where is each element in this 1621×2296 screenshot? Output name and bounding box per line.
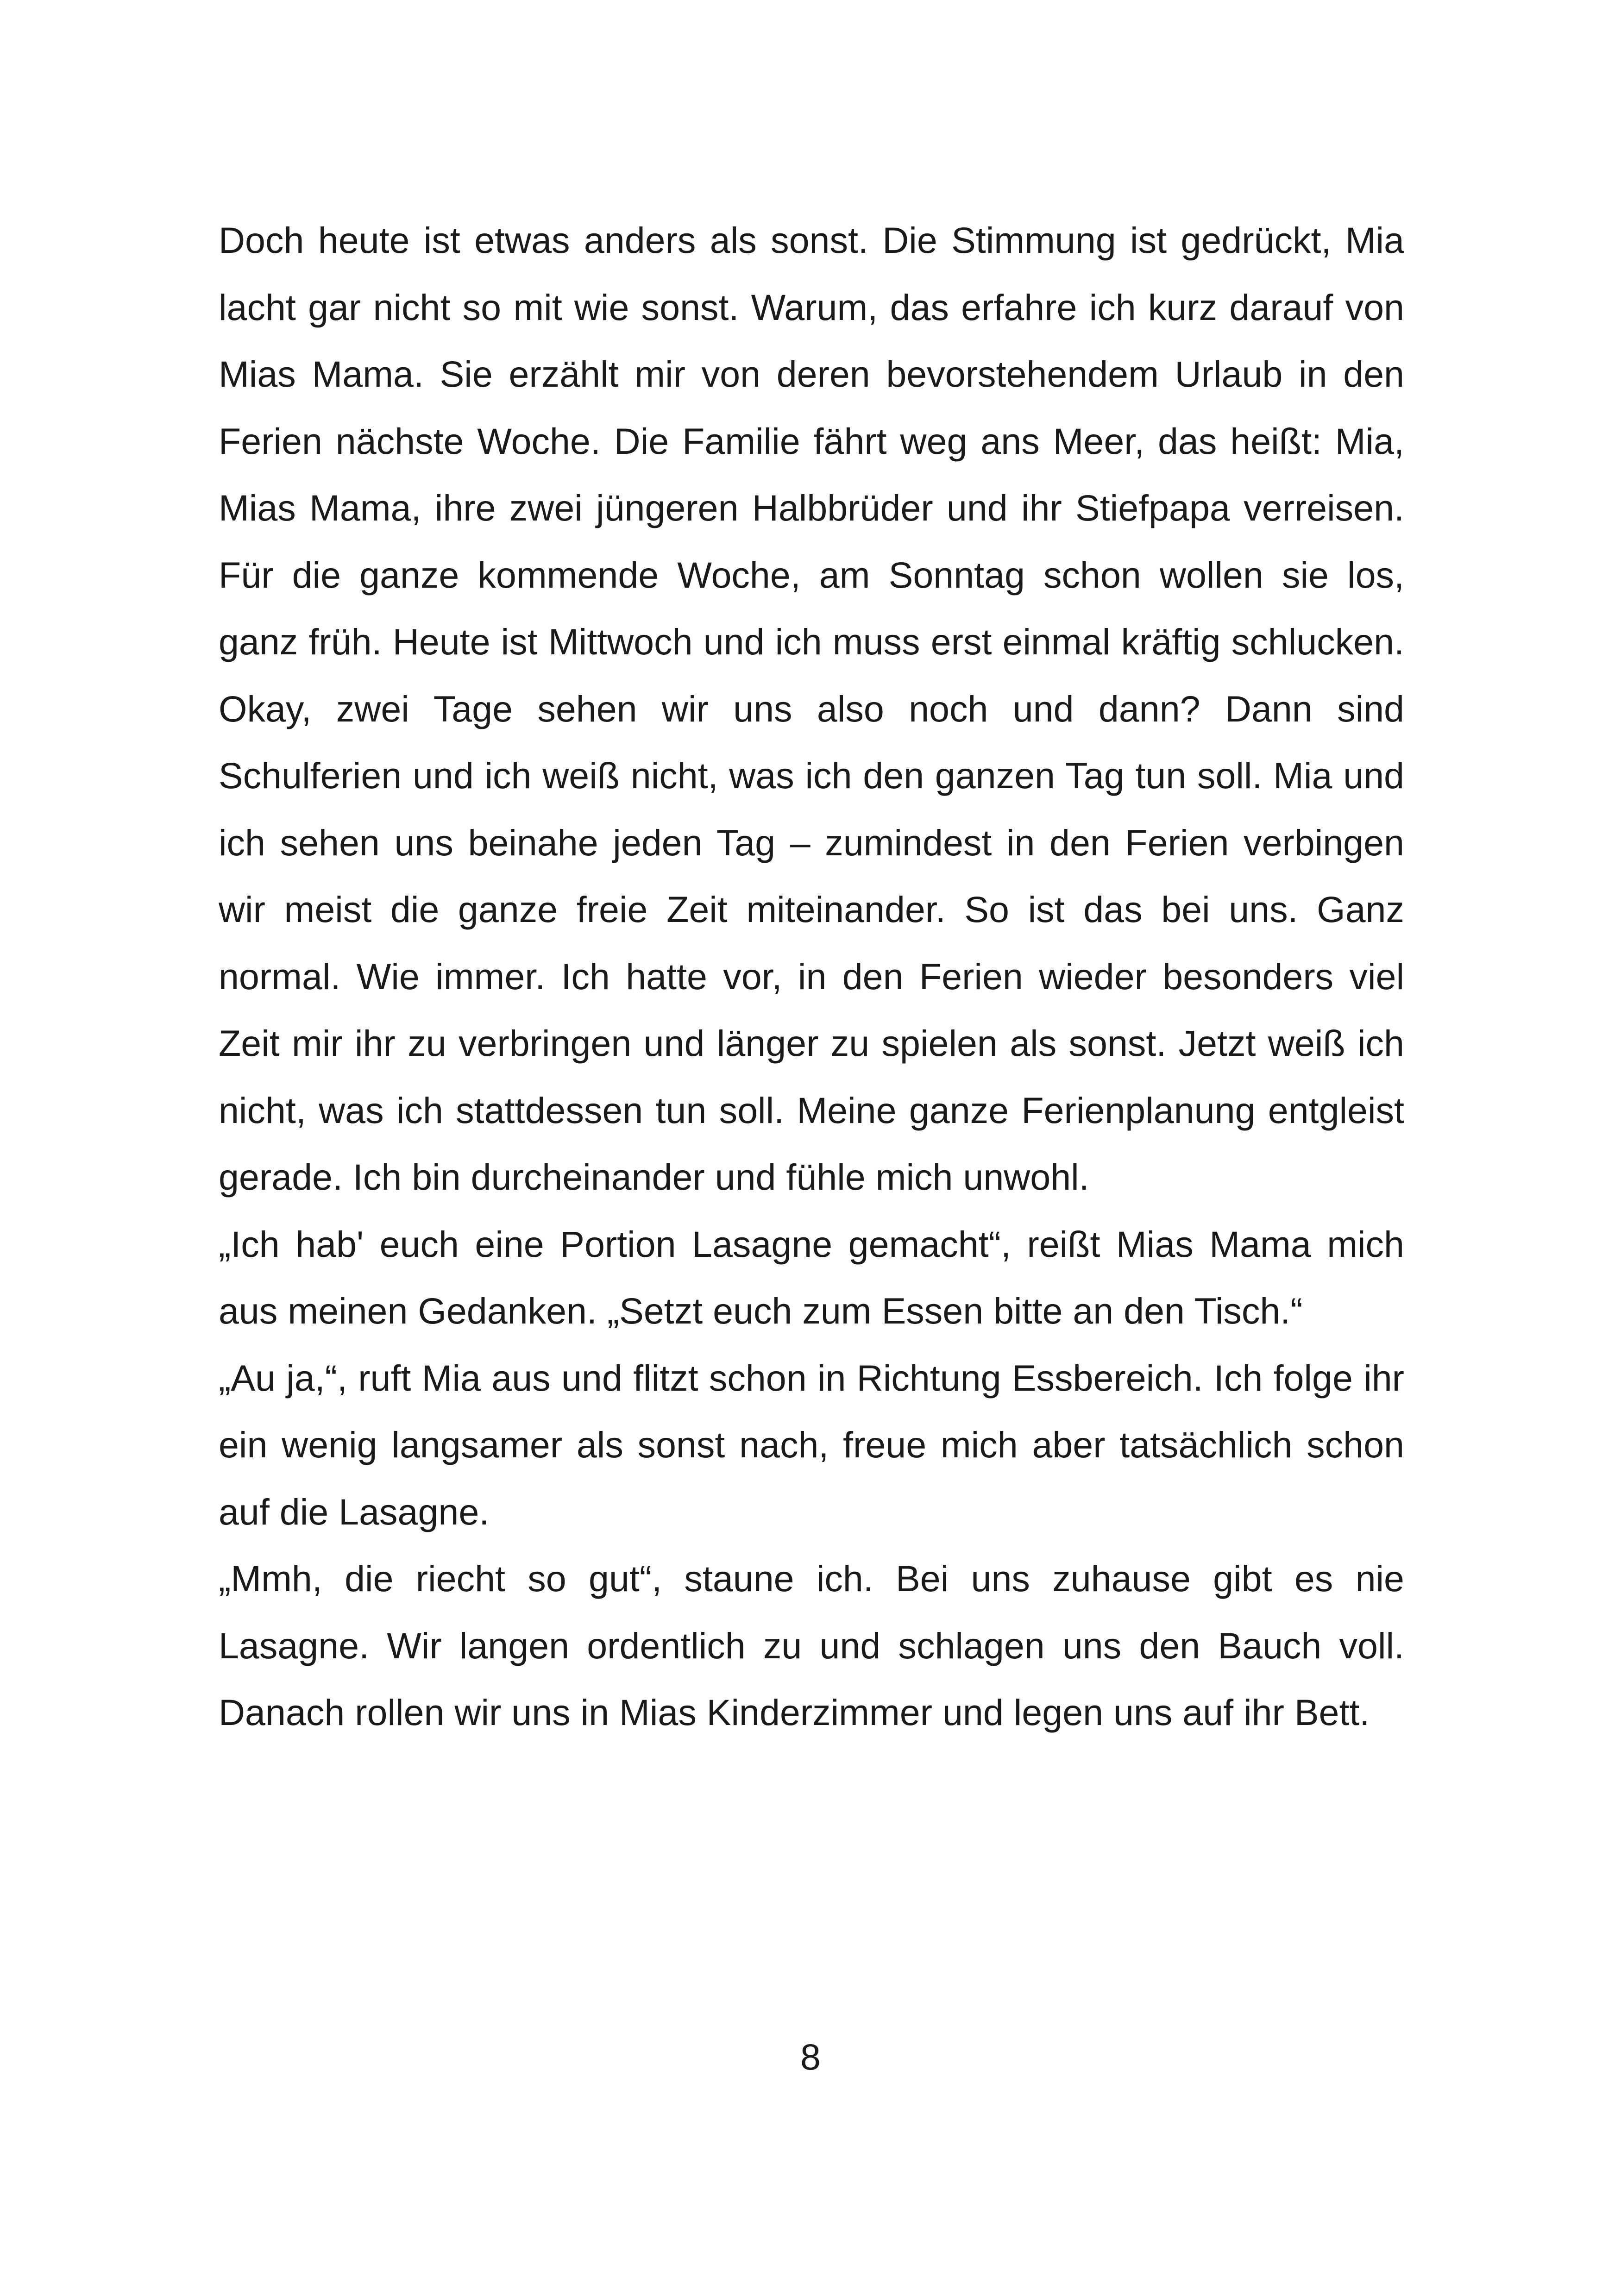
paragraph-3: „Au ja,“, ruft Mia aus und flitzt schon in Richtung Essbereich. Ich folge ihr ein wenig langsamer als sonst nach, freue mich aber tatsächlich schon auf die Lasagne. [219,1357,1404,1532]
page-number: 8 [800,2036,821,2077]
paragraph-1: Doch heute ist etwas anders als sonst. Die Stimmung ist gedrückt, Mia lacht gar nicht so mit wie sonst. Warum, das erfahre ich kurz darauf von Mias Mama. Sie erzählt mir von deren bevorstehendem Urlaub in den Ferien nächste Woche. Die Familie fährt weg ans Meer, das heißt: Mia, Mias Mama, ihre zwei jüngeren Halbbrüder und ihr Stiefpapa verreisen. Für die ganze kommende Woche, am Sonntag schon wollen sie los, ganz früh. Heute ist Mittwoch und ich muss erst einmal kräftig schlucken. Okay, zwei Tage sehen wir uns also noch und dann? Dann sind Schulferien und ich weiß nicht, was ich den ganzen Tag tun soll. Mia und ich sehen uns beinahe jeden Tag – zumindest in den Ferien verbingen wir meist die ganze freie Zeit miteinander. So ist das bei uns. Ganz normal. Wie immer. Ich hatte vor, in den Ferien wieder besonders viel Zeit mir ihr zu verbringen und länger zu spielen als sonst. Jetzt weiß ich nicht, was ich stattdessen tun soll. Meine ganze Ferienplanung entgleist gerade. Ich bin durcheinander und fühle mich unwohl. [219,220,1404,1198]
paragraph-2: „Ich hab' euch eine Portion Lasagne gemacht“, reißt Mias Mama mich aus meinen Gedanken. „Setzt euch zum Essen bitte an den Tisch.“ [219,1223,1404,1331]
body-text [219,207,1404,1746]
paragraph-4: „Mmh, die riecht so gut“, staune ich. Bei uns zuhause gibt es nie Lasagne. Wir langen ordentlich zu und schlagen uns den Bauch voll. Danach rollen wir uns in Mias Kinderzimmer und legen uns auf ihr Bett. [219,1558,1404,1733]
